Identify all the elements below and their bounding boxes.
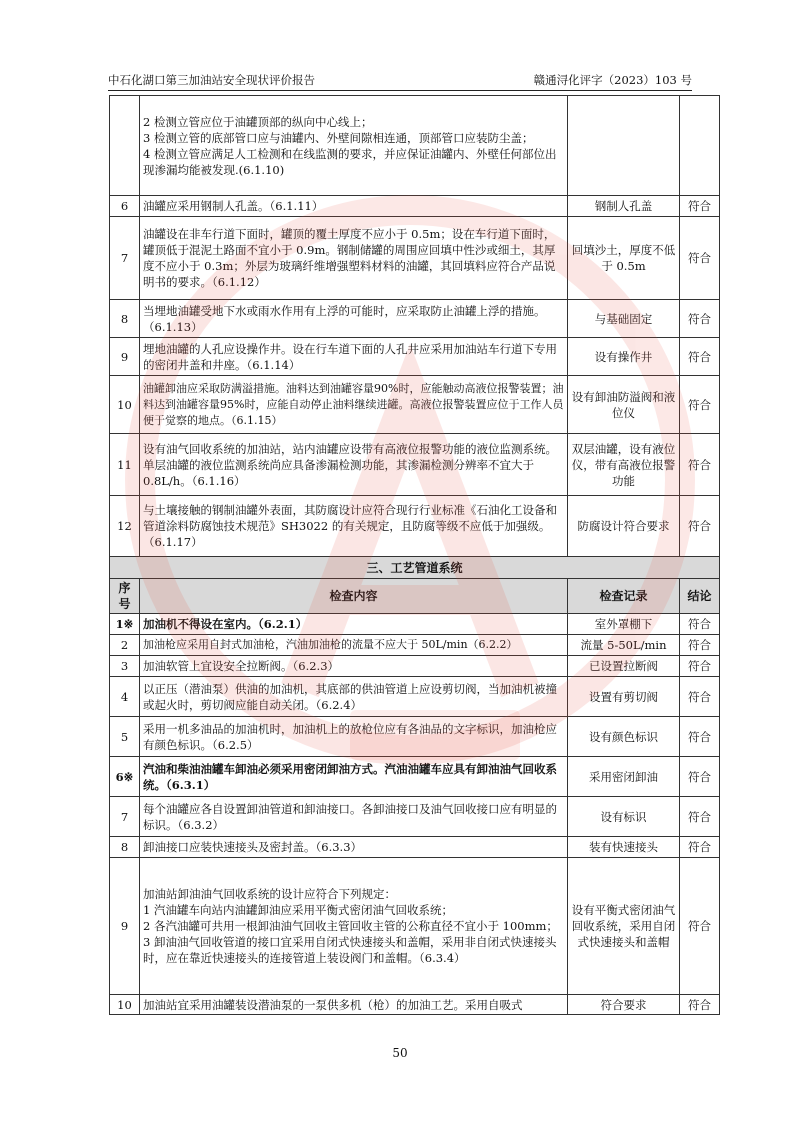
row-number: 1※	[110, 614, 140, 635]
row-number: 8	[110, 837, 140, 858]
row-result: 符合	[680, 434, 720, 496]
row-number: 5	[110, 717, 140, 757]
content-line: 3 检测立管的底部管口应与油罐内、外壁间隙相连通，顶部管口应装防尘盖；	[143, 130, 534, 145]
table-row	[110, 757, 720, 797]
row-result: 符合	[680, 837, 720, 858]
table-row	[110, 837, 720, 858]
row-content: 油罐卸油应采取防满溢措施。油料达到油罐容量90%时，应能触动高液位报警装置；油料达到油罐容量95%时，应能自动停止油料继续进罐。高液位报警装置应位于工作人员便于觉察的地点。（6.1.15）	[140, 376, 568, 434]
row-number: 12	[110, 496, 140, 557]
row-content: 加油枪应采用自封式加油枪，汽油加油枪的流量不应大于 50L/min（6.2.2）	[140, 635, 568, 656]
row-result: 符合	[680, 376, 720, 434]
table-header-row	[110, 579, 720, 614]
row-record: 设有平衡式密闭油气回收系统，采用自闭式快速接头和盖帽	[568, 858, 680, 995]
table-row	[110, 434, 720, 496]
row-number	[110, 96, 140, 196]
row-content: 油罐设在非车行道下面时，罐顶的覆土厚度不应小于 0.5m；设在车行道下面时，罐顶低于混泥土路面不宜小于 0.9m。钢制储罐的周围应回填中性沙或细土，其厚度不应小于 0.3m；外层为玻璃纤维增强塑料材料的油罐，其回填料应符合产品说明书的要求。（6.1.12）	[140, 217, 568, 300]
row-result	[680, 96, 720, 196]
row-record: 设置有剪切阀	[568, 677, 680, 717]
row-number: 10	[110, 376, 140, 434]
row-content: 加油机不得设在室内。（6.2.1）	[140, 614, 568, 635]
row-record: 防腐设计符合要求	[568, 496, 680, 557]
row-number: 3	[110, 656, 140, 677]
table-row	[110, 496, 720, 557]
row-result: 符合	[680, 717, 720, 757]
header-rule	[108, 90, 692, 91]
content-line: 4 检测立管应满足人工检测和在线监测的要求，并应保证油罐内、外壁任何部位出现渗漏均能被发现.(6.1.10)	[143, 146, 557, 177]
row-number: 9	[110, 858, 140, 995]
table-row	[110, 217, 720, 300]
row-content	[140, 96, 568, 196]
content-line: 3 卸油油气回收管道的接口宜采用自闭式快速接头和盖帽，采用非自闭式快速接头时，应在靠近快速接头的连接管道上装设阀门和盖帽。（6.3.4）	[143, 935, 557, 965]
row-number: 7	[110, 217, 140, 300]
table-row	[110, 858, 720, 995]
row-number: 10	[110, 995, 140, 1015]
row-record: 符合要求	[568, 995, 680, 1015]
row-number: 9	[110, 338, 140, 376]
table-row	[110, 196, 720, 217]
header-report-number: 赣通浔化评字（2023）103 号	[533, 73, 692, 87]
row-content: 汽油和柴油油罐车卸油必须采用密闭卸油方式。汽油油罐车应具有卸油油气回收系统。（6.3.1）	[140, 757, 568, 797]
continuation-row	[110, 96, 720, 196]
row-result: 符合	[680, 995, 720, 1015]
row-record: 回填沙土，厚度不低于 0.5m	[568, 217, 680, 300]
content-line: 2 检测立管应位于油罐顶部的纵向中心线上；	[143, 114, 373, 129]
row-content: 加油软管上宜设安全拉断阀。（6.2.3）	[140, 656, 568, 677]
header-no: 序号	[110, 579, 140, 614]
table-row	[110, 656, 720, 677]
row-record: 已设置拉断阀	[568, 656, 680, 677]
row-record	[568, 96, 680, 196]
row-content: 设有油气回收系统的加油站，站内油罐应设带有高液位报警功能的液位监测系统。单层油罐的液位监测系统尚应具备渗漏检测功能，其渗漏检测分辨率不宜大于 0.8L/h。（6.1.16）	[140, 434, 568, 496]
table-row	[110, 300, 720, 338]
row-content: 加油站宜采用油罐装设潜油泵的一泵供多机（枪）的加油工艺。采用自吸式	[140, 995, 568, 1015]
table-row	[110, 635, 720, 656]
row-record: 采用密闭卸油	[568, 757, 680, 797]
row-record: 钢制人孔盖	[568, 196, 680, 217]
row-result: 符合	[680, 677, 720, 717]
row-result: 符合	[680, 338, 720, 376]
table-row	[110, 376, 720, 434]
header-record: 检查记录	[568, 579, 680, 614]
page-number: 50	[392, 1046, 408, 1060]
row-result: 符合	[680, 858, 720, 995]
table-row	[110, 614, 720, 635]
table-row	[110, 995, 720, 1015]
row-result: 符合	[680, 797, 720, 837]
inspection-table	[109, 95, 720, 1015]
row-number: 2	[110, 635, 140, 656]
row-content	[140, 858, 568, 995]
row-record: 装有快速接头	[568, 837, 680, 858]
page-header	[108, 68, 692, 88]
row-content: 埋地油罐的人孔应设操作井。设在行车道下面的人孔井应采用加油站车行道下专用的密闭井盖和井座。（6.1.14）	[140, 338, 568, 376]
row-number: 7	[110, 797, 140, 837]
header-result: 结论	[680, 579, 720, 614]
row-result: 符合	[680, 656, 720, 677]
row-number: 8	[110, 300, 140, 338]
row-result: 符合	[680, 635, 720, 656]
row-record: 室外罩棚下	[568, 614, 680, 635]
row-record: 设有卸油防溢阀和液位仪	[568, 376, 680, 434]
row-result: 符合	[680, 496, 720, 557]
row-record: 与基础固定	[568, 300, 680, 338]
row-result: 符合	[680, 217, 720, 300]
row-record: 双层油罐，设有液位仪，带有高液位报警功能	[568, 434, 680, 496]
row-number: 6	[110, 196, 140, 217]
content-line: 加油站卸油油气回收系统的设计应符合下列规定：	[143, 887, 396, 901]
header-content: 检查内容	[140, 579, 568, 614]
row-result: 符合	[680, 614, 720, 635]
section-title-row	[110, 557, 720, 579]
table-row	[110, 797, 720, 837]
row-number: 4	[110, 677, 140, 717]
content-line: 2 各汽油罐可共用一根卸油油气回收主管回收主管的公称直径不宜小于 100mm；	[143, 919, 558, 933]
row-content: 每个油罐应各自设置卸油管道和卸油接口。各卸油接口及油气回收接口应有明显的标识。（6.3.2）	[140, 797, 568, 837]
row-content: 与土壤接触的钢制油罐外表面，其防腐设计应符合现行行业标准《石油化工设备和管道涂料防腐蚀技术规范》SH3022 的有关规定，且防腐等级不应低于加强级。（6.1.17）	[140, 496, 568, 557]
row-content: 油罐应采用钢制人孔盖。（6.1.11）	[140, 196, 568, 217]
row-record: 设有标识	[568, 797, 680, 837]
row-record: 设有操作井	[568, 338, 680, 376]
row-record: 设有颜色标识	[568, 717, 680, 757]
header-report-title: 中石化湖口第三加油站安全现状评价报告	[108, 73, 315, 87]
row-content: 以正压（潜油泵）供油的加油机，其底部的供油管道上应设剪切阀，当加油机被撞或起火时，剪切阀应能自动关闭。（6.2.4）	[140, 677, 568, 717]
row-content: 卸油接口应装快速接头及密封盖。（6.3.3）	[140, 837, 568, 858]
inspection-table-body	[110, 96, 720, 1015]
section-title: 三、工艺管道系统	[110, 557, 720, 579]
row-content: 采用一机多油品的加油机时，加油机上的放枪位应有各油品的文字标识，加油枪应有颜色标识。（6.2.5）	[140, 717, 568, 757]
row-content: 当埋地油罐受地下水或雨水作用有上浮的可能时，应采取防止油罐上浮的措施。（6.1.13）	[140, 300, 568, 338]
row-record: 流量 5-50L/min	[568, 635, 680, 656]
table-row	[110, 717, 720, 757]
row-number: 6※	[110, 757, 140, 797]
row-result: 符合	[680, 757, 720, 797]
table-row	[110, 338, 720, 376]
content-line: 1 汽油罐车向站内油罐卸油应采用平衡式密闭油气回收系统；	[143, 903, 453, 917]
row-number: 11	[110, 434, 140, 496]
row-result: 符合	[680, 300, 720, 338]
table-row	[110, 677, 720, 717]
row-result: 符合	[680, 196, 720, 217]
